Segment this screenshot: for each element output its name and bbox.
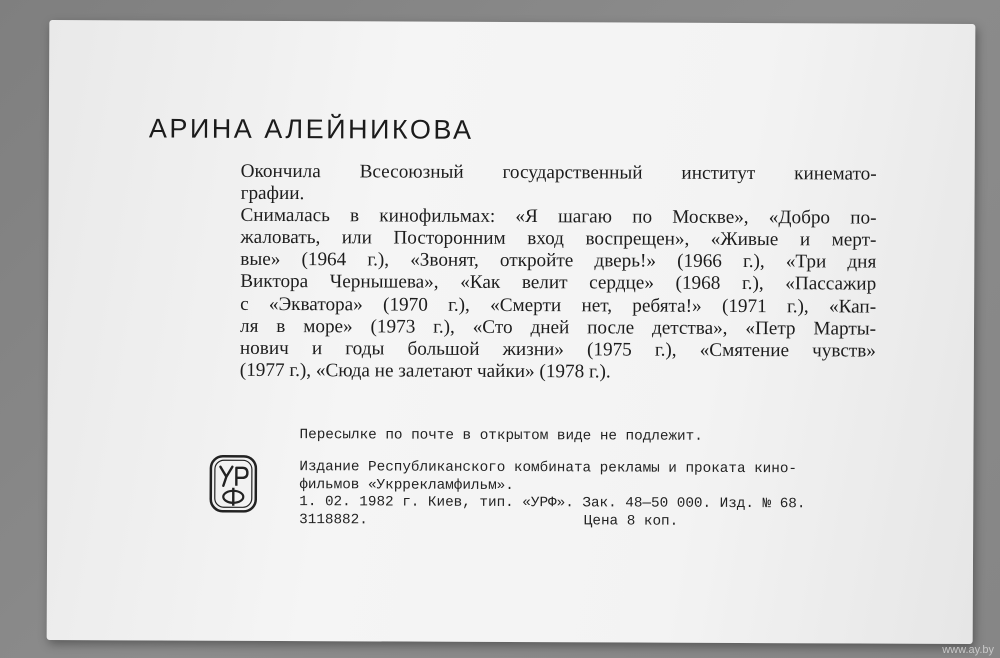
mailing-notice: Пересылке по почте в открытом виде не подлежит. — [299, 427, 703, 445]
bio-line: вые» (1964 г.), «Звонят, откройте дверь!» (1966 г.), «Три дня — [240, 249, 877, 273]
bio-line: нович и годы большой жизни» (1975 г.), «Смятение чувств» — [239, 337, 876, 362]
price-label: Цена 8 коп. — [583, 513, 679, 530]
urf-logo-icon — [209, 455, 257, 513]
bio-line: с «Экватора» (1970 г.), «Смерти нет, ребята!» (1971 г.), «Кап- — [240, 293, 877, 318]
bio-line: графии. — [240, 182, 305, 205]
publisher-imprint — [299, 459, 806, 532]
bio-line: (1977 г.), «Сюда не залетают чайки» (1978 г.). — [239, 359, 611, 383]
serial-number: 3118882. — [299, 511, 368, 529]
watermark: www.ay.by — [942, 644, 994, 656]
imprint-line-last — [299, 512, 805, 532]
bio-line: Окончила Всесоюзный государственный институт кинемато- — [240, 160, 877, 185]
imprint-line: Издание Республиканского комбината рекламы и проката кино- — [299, 459, 798, 478]
bio-line: Виктора Чернышева», «Как велит сердце» (1968 г.), «Пассажир — [240, 271, 877, 296]
postcard-back — [47, 20, 976, 644]
biography-text — [240, 161, 877, 385]
bio-line: Снималась в кинофильмах: «Я шагаю по Москве», «Добро по- — [240, 205, 877, 229]
bio-line: жаловать, или Посторонним вход воспрещен», «Живые и мерт- — [240, 227, 877, 251]
bio-line: ля в море» (1973 г.), «Сто дней после детства», «Петр Марты- — [239, 315, 877, 340]
actress-name-heading: АРИНА АЛЕЙНИКОВА — [148, 113, 474, 145]
imprint-line: фильмов «Укррекламфильм». — [299, 476, 514, 494]
imprint-line: 1. 02. 1982 г. Киев, тип. «УРФ». Зак. 48—50 000. Изд. № 68. — [299, 494, 806, 513]
